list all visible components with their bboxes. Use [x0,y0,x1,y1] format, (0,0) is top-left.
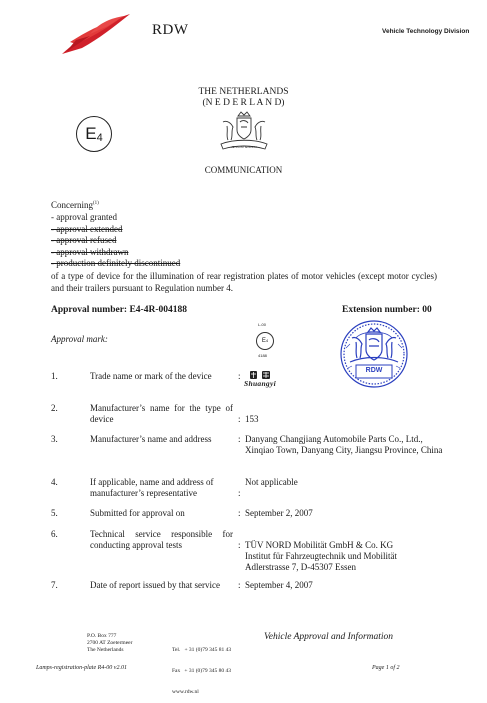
footer-contact-line: www.rdw.nl [172,689,199,695]
concerning-label [51,198,99,212]
footer-address [87,633,132,654]
page-number: Page 1 of 2 [372,665,400,671]
footer-address-line: P.O. Box 777 [87,633,117,639]
concerning-option: - production definitely discontinued [51,258,181,268]
concerning-option: - approval granted [51,212,117,222]
concerning-text: Concerning [51,200,93,210]
stamp-label: RDW [365,367,383,374]
item-value: September 2, 2007 [245,508,313,518]
item-number: 6. [51,529,58,539]
footnote-marker: (1) [93,201,99,206]
e-letter: E [85,124,97,143]
approval-mark-top-code: L-00 [258,322,267,327]
footer-contact [172,633,231,703]
trade-mark-logo-text: Shuangyi [244,379,276,388]
division-name: Vehicle Technology Division [382,28,470,35]
coat-of-arms-motto: JE MAINTIENDRAI [231,146,257,149]
item-label: Date of report issued by that service [90,580,220,590]
brand-name: RDW [152,22,189,38]
document-reference: Lamps-registration-plate R4-00 v2.01 [36,665,127,671]
concerning-option: - approval withdrawn [51,246,129,257]
footer-contact-line: Fax + 31 (0)79 345 80 43 [172,668,232,674]
item-colon: : [238,488,241,498]
item-colon: : [238,371,241,381]
item-colon: : [238,508,241,518]
item-number: 4. [51,477,58,487]
footer-contact-line: Tel. + 31 (0)79 345 81 43 [172,647,232,653]
item-number: 3. [51,434,58,444]
footer-address-line: 2700 AT Zoetermeer [87,640,133,646]
item-label: Submitted for approval on [90,508,185,518]
approval-mark-e: E [261,338,266,344]
item-colon: : [238,414,241,424]
e-number: 4 [96,132,103,144]
item-label: Manufacturer’s name and address [90,434,212,444]
item-number: 7. [51,580,58,590]
device-description: of a type of device for the illumination of rear registration plates of motor vehicles (except motor cycles) and their trailers pursuant to Regulation number 4. [51,271,437,293]
item-value: September 4, 2007 [245,580,313,590]
concerning-options [51,212,180,270]
item-number: 5. [51,508,58,518]
concerning-option: - approval refused [51,235,117,245]
rdw-stamp-icon [338,318,410,390]
item-label: Trade name or mark of the device [90,371,212,381]
rdw-logo-icon [60,12,132,56]
footer-address-line: The Netherlands [87,647,124,653]
approval-mark-bottom-code: 4188 [258,353,267,358]
item-colon: : [238,434,241,444]
item-number: 1. [51,371,58,381]
item-colon: : [238,540,241,550]
item-value: Not applicable [245,477,298,487]
document-title: COMMUNICATION [204,165,283,175]
item-label: Technical service responsible for conducting approval tests [90,529,233,550]
item-label: Manufacturer’s name for the type of device [90,403,233,424]
extension-number: Extension number: 00 [342,305,432,315]
footer-tagline: Vehicle Approval and Information [264,632,394,642]
item-value: Danyang Changjiang Automobile Parts Co., Ltd., Xinqiao Town, Danyang City, Jiangsu Province, China [245,434,443,455]
item-value: 153 [245,414,259,424]
concerning-option: - approval extended [51,223,123,234]
item-number: 2. [51,403,58,413]
approval-mark-e-number: 4 [265,338,269,343]
item-colon: : [238,580,241,590]
approval-mark-circle [256,332,274,350]
country-name: THE NETHERLANDS [198,87,289,97]
country-name-native: (N E D E R L A N D) [202,98,285,108]
item-label: If applicable, name and address of manufacturer’s representative [90,477,214,498]
item-value: TÜV NORD Mobilität GmbH & Co. KG Institut für Fahrzeugtechnik und Mobilität Adlerstrasse 7, D-45307 Essen [245,540,397,572]
e4-approval-mark [76,116,112,152]
approval-number: Approval number: E4-4R-004188 [51,305,187,315]
approval-mark-label: Approval mark: [51,334,108,344]
